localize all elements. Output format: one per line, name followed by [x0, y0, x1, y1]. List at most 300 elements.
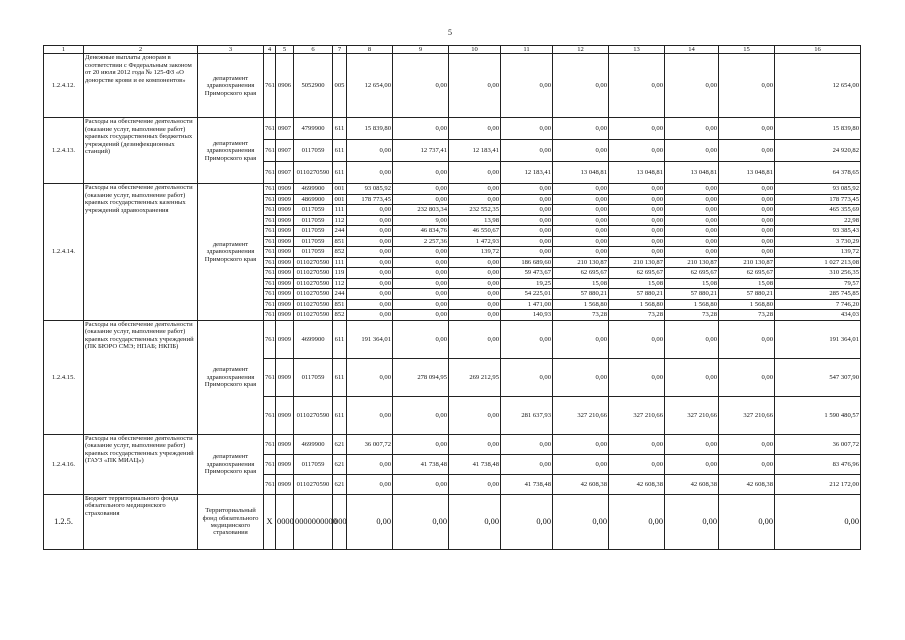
amount-cell: 3 730,29 — [775, 236, 861, 247]
amount-cell: 0,00 — [609, 205, 665, 216]
amount-cell: 54 225,01 — [501, 289, 553, 300]
row-department: департамент здравоохранения Приморского края — [198, 184, 264, 321]
code-cell: 0110270590 — [294, 474, 333, 494]
code-cell: 005 — [333, 54, 347, 118]
row-description: Расходы на обеспечение деятельности (оказание услуг, выполнение работ) краевых государственных учреждений (ГАУЗ «ПК МИАЦ») — [84, 434, 198, 494]
amount-cell: 0,00 — [501, 205, 553, 216]
table-row — [44, 434, 861, 454]
code-cell: 611 — [333, 140, 347, 162]
column-number: 16 — [775, 46, 861, 54]
amount-cell: 1 590 480,57 — [775, 396, 861, 434]
code-cell: 611 — [333, 162, 347, 184]
amount-cell: 0,00 — [347, 140, 393, 162]
amount-cell: 0,00 — [553, 226, 609, 237]
amount-cell: 0,00 — [449, 54, 501, 118]
code-cell: 761 — [265, 300, 275, 308]
code-cell: 0110270590 — [294, 310, 333, 321]
amount-cell: 465 355,69 — [775, 205, 861, 216]
code-cell: 119 — [333, 268, 347, 279]
code-cell: 0907 — [276, 162, 294, 184]
row-code: 1.2.4.13. — [44, 118, 84, 184]
amount-cell: 191 364,01 — [347, 320, 393, 358]
amount-cell: 0,00 — [719, 194, 775, 205]
row-code: 1.2.4.15. — [44, 320, 84, 434]
code-cell: 0909 — [276, 184, 294, 195]
code-cell: 761 — [264, 454, 276, 474]
code-cell: 761 — [265, 248, 275, 256]
amount-cell: 13,98 — [449, 215, 501, 226]
amount-cell: 57 880,21 — [609, 289, 665, 300]
amount-cell: 0,00 — [393, 257, 449, 268]
code-cell: 761 — [264, 320, 276, 358]
table-row — [44, 184, 861, 195]
amount-cell: 57 880,21 — [553, 289, 609, 300]
amount-cell: 0,00 — [347, 226, 393, 237]
amount-cell: 0,00 — [609, 320, 665, 358]
amount-cell: 0,00 — [553, 194, 609, 205]
amount-cell: 0,00 — [393, 289, 449, 300]
amount-cell: 0,00 — [393, 118, 449, 140]
amount-cell: 0,00 — [665, 54, 719, 118]
amount-cell: 0,00 — [609, 215, 665, 226]
code-cell: 0909 — [276, 215, 294, 226]
amount-cell: 15 839,80 — [347, 118, 393, 140]
code-cell: 0909 — [276, 205, 294, 216]
amount-cell: 0,00 — [449, 494, 501, 549]
code-cell: 761 — [264, 118, 276, 140]
amount-cell: 1 568,80 — [609, 299, 665, 310]
amount-cell: 0,00 — [501, 226, 553, 237]
code-cell: 5052900 — [294, 54, 333, 118]
row-description: Бюджет территориального фонда обязательного медицинского страхования — [84, 494, 198, 549]
amount-cell: 0,00 — [609, 194, 665, 205]
code-cell: 0909 — [276, 474, 294, 494]
table-row — [44, 54, 861, 118]
code-cell: 0110270590 — [294, 257, 333, 268]
code-cell: 0909 — [276, 268, 294, 279]
code-cell: 0117059 — [294, 247, 333, 258]
amount-cell: 327 210,66 — [719, 396, 775, 434]
amount-cell: 327 210,66 — [609, 396, 665, 434]
amount-cell: 0,00 — [393, 247, 449, 258]
code-cell: 761 — [264, 140, 276, 162]
amount-cell: 0,00 — [665, 494, 719, 549]
amount-cell: 0,00 — [719, 358, 775, 396]
amount-cell: 24 920,82 — [775, 140, 861, 162]
amount-cell: 0,00 — [449, 474, 501, 494]
amount-cell: 0,00 — [665, 454, 719, 474]
code-cell: 761 — [265, 206, 275, 214]
amount-cell: 13 048,81 — [665, 162, 719, 184]
amount-cell: 0,00 — [347, 278, 393, 289]
code-cell: 761 — [264, 396, 276, 434]
code-cell: 0909 — [276, 320, 294, 358]
amount-cell: 0,00 — [347, 247, 393, 258]
code-cell: 0117059 — [294, 454, 333, 474]
row-department: департамент здравоохранения Приморского края — [198, 434, 264, 494]
code-cell: 0909 — [276, 310, 294, 321]
amount-cell: 0,00 — [665, 215, 719, 226]
amount-cell: 0,00 — [719, 215, 775, 226]
amount-cell: 0,00 — [609, 54, 665, 118]
amount-cell: 0,00 — [553, 184, 609, 195]
amount-cell: 0,00 — [609, 494, 665, 549]
code-cell: 0110270590 — [294, 278, 333, 289]
amount-cell: 434,03 — [775, 310, 861, 321]
code-cell: 0909 — [276, 299, 294, 310]
amount-cell: 1 471,00 — [501, 299, 553, 310]
amount-cell: 62 695,67 — [609, 268, 665, 279]
column-number: 14 — [665, 46, 719, 54]
amount-cell: 0,00 — [609, 140, 665, 162]
amount-cell: 0,00 — [719, 184, 775, 195]
amount-cell: 0,00 — [553, 247, 609, 258]
amount-cell: 0,00 — [393, 494, 449, 549]
column-number: 2 — [84, 46, 198, 54]
amount-cell: 0,00 — [347, 494, 393, 549]
code-cell: 611 — [333, 358, 347, 396]
amount-cell: 0,00 — [393, 320, 449, 358]
column-number: 1 — [44, 46, 84, 54]
amount-cell: 42 608,38 — [553, 474, 609, 494]
code-cell: 761 — [264, 54, 276, 118]
amount-cell: 0,00 — [347, 310, 393, 321]
amount-cell: 2 257,36 — [393, 236, 449, 247]
amount-cell: 46 550,67 — [449, 226, 501, 237]
row-description: Расходы на обеспечение деятельности (оказание услуг, выполнение работ) краевых государственных бюджетных учреждений (дезинфекционных станций) — [84, 118, 198, 184]
row-department: Территориальный фонд обязательного медицинского страхования — [198, 494, 264, 549]
code-cell: 0117059 — [294, 226, 333, 237]
amount-cell: 0,00 — [553, 140, 609, 162]
code-cell: 0909 — [276, 226, 294, 237]
code-cell: 0110270590 — [294, 268, 333, 279]
code-cell: 4869900 — [294, 194, 333, 205]
code-cell: 621 — [333, 434, 347, 454]
code-cell: 4699900 — [294, 184, 333, 195]
amount-cell: 0,00 — [449, 257, 501, 268]
amount-cell: 0,00 — [449, 194, 501, 205]
amount-cell: 0,00 — [553, 236, 609, 247]
column-number: 8 — [347, 46, 393, 54]
amount-cell: 0,00 — [501, 494, 553, 549]
table-row — [44, 118, 861, 140]
amount-cell: 0,00 — [501, 247, 553, 258]
amount-cell: 36 007,72 — [775, 434, 861, 454]
amount-cell: 0,00 — [665, 194, 719, 205]
code-cell: 0909 — [276, 454, 294, 474]
amount-cell: 0,00 — [347, 358, 393, 396]
amount-cell: 0,00 — [501, 184, 553, 195]
amount-cell: 210 130,87 — [609, 257, 665, 268]
column-number: 9 — [393, 46, 449, 54]
code-cell: 0909 — [276, 194, 294, 205]
amount-cell: 0,00 — [347, 474, 393, 494]
amount-cell: 0,00 — [609, 184, 665, 195]
amount-cell: 36 007,72 — [347, 434, 393, 454]
code-cell: 0117059 — [294, 358, 333, 396]
row-code: 1.2.4.12. — [44, 54, 84, 118]
code-cell: 761 — [265, 237, 275, 245]
row-department: департамент здравоохранения Приморского края — [198, 54, 264, 118]
amount-cell: 0,00 — [665, 358, 719, 396]
amount-cell: 0,00 — [347, 162, 393, 184]
amount-cell: 7 746,20 — [775, 299, 861, 310]
amount-cell: 15,08 — [553, 278, 609, 289]
code-cell: 0110270590 — [294, 299, 333, 310]
amount-cell: 310 256,35 — [775, 268, 861, 279]
amount-cell: 0,00 — [347, 236, 393, 247]
amount-cell: 15,08 — [719, 278, 775, 289]
amount-cell: 0,00 — [347, 299, 393, 310]
column-number: 15 — [719, 46, 775, 54]
code-cell: 0110270590 — [294, 162, 333, 184]
amount-cell: 0,00 — [347, 268, 393, 279]
amount-cell: 62 695,67 — [553, 268, 609, 279]
amount-cell: 0,00 — [719, 236, 775, 247]
table-body — [44, 46, 861, 550]
amount-cell: 13 048,81 — [719, 162, 775, 184]
code-cell: 0117059 — [294, 140, 333, 162]
amount-cell: 0,00 — [501, 54, 553, 118]
amount-cell: 0,00 — [393, 54, 449, 118]
code-cell: 761 — [264, 434, 276, 454]
amount-cell: 0,00 — [501, 118, 553, 140]
code-cell: 0907 — [276, 118, 294, 140]
amount-cell: 1 568,80 — [665, 299, 719, 310]
column-number: 6 — [294, 46, 333, 54]
amount-cell: 0,00 — [449, 434, 501, 454]
row-description: Расходы на обеспечение деятельности (оказание услуг, выполнение работ) краевых государственных учреждений (ПК БЮРО СМЭ; НПАБ; НКПБ) — [84, 320, 198, 434]
code-cell: 0909 — [276, 289, 294, 300]
amount-cell: 0,00 — [347, 257, 393, 268]
amount-cell: 9,00 — [393, 215, 449, 226]
code-cell: 0909 — [276, 358, 294, 396]
row-department: департамент здравоохранения Приморского края — [198, 118, 264, 184]
amount-cell: 0,00 — [501, 320, 553, 358]
amount-cell: 73,28 — [609, 310, 665, 321]
amount-cell: 0,00 — [449, 118, 501, 140]
amount-cell: 0,00 — [449, 184, 501, 195]
code-cell: 112 — [333, 278, 347, 289]
amount-cell: 12 183,41 — [501, 162, 553, 184]
amount-cell: 0,00 — [449, 289, 501, 300]
amount-cell: 191 364,01 — [775, 320, 861, 358]
amount-cell: 93 385,43 — [775, 226, 861, 237]
amount-cell: 62 695,67 — [719, 268, 775, 279]
code-cell: 001 — [333, 184, 347, 195]
code-cell: 761 — [264, 474, 276, 494]
amount-cell: 140,93 — [501, 310, 553, 321]
amount-cell: 0,00 — [501, 140, 553, 162]
amount-cell: 178 773,45 — [775, 194, 861, 205]
amount-cell: 0,00 — [665, 140, 719, 162]
amount-cell: 0,00 — [449, 396, 501, 434]
amount-cell: 13 048,81 — [553, 162, 609, 184]
amount-cell: 0,00 — [719, 205, 775, 216]
code-cell: 0117059 — [294, 215, 333, 226]
code-cell: 0906 — [276, 54, 294, 118]
amount-cell: 59 473,67 — [501, 268, 553, 279]
amount-cell: 232 552,35 — [449, 205, 501, 216]
amount-cell: 0,00 — [553, 454, 609, 474]
code-cell: 244 — [333, 289, 347, 300]
amount-cell: 0,00 — [393, 434, 449, 454]
amount-cell: 73,28 — [553, 310, 609, 321]
amount-cell: 73,28 — [719, 310, 775, 321]
amount-cell: 15,08 — [665, 278, 719, 289]
amount-cell: 42 608,38 — [609, 474, 665, 494]
code-cell: 761 — [265, 185, 275, 193]
amount-cell: 83 476,96 — [775, 454, 861, 474]
code-cell: 0909 — [276, 257, 294, 268]
code-cell: 0909 — [276, 434, 294, 454]
amount-cell: 0,00 — [665, 320, 719, 358]
amount-cell: 41 738,48 — [393, 454, 449, 474]
column-number: 3 — [198, 46, 264, 54]
row-code: 1.2.4.16. — [44, 434, 84, 494]
code-cell: 852 — [333, 247, 347, 258]
amount-cell: 0,00 — [393, 474, 449, 494]
amount-cell: 19,25 — [501, 278, 553, 289]
code-cell: 0909 — [276, 236, 294, 247]
amount-cell: 12 654,00 — [775, 54, 861, 118]
budget-table — [43, 45, 861, 550]
code-cell: 0110270590 — [294, 289, 333, 300]
amount-cell: 0,00 — [347, 454, 393, 474]
amount-cell: 93 085,92 — [775, 184, 861, 195]
amount-cell: 0,00 — [393, 299, 449, 310]
amount-cell: 0,00 — [665, 118, 719, 140]
amount-cell: 93 085,92 — [347, 184, 393, 195]
code-cell: 761 — [264, 358, 276, 396]
code-cell: X — [264, 494, 276, 549]
amount-cell: 57 880,21 — [665, 289, 719, 300]
amount-cell: 57 880,21 — [719, 289, 775, 300]
row-description: Расходы на обеспечение деятельности (оказание услуг, выполнение работ) краевых государственных казенных учреждений здравоохранения — [84, 184, 198, 321]
amount-cell: 210 130,87 — [665, 257, 719, 268]
table-row — [44, 494, 861, 549]
amount-cell: 285 745,85 — [775, 289, 861, 300]
amount-cell: 0,00 — [719, 320, 775, 358]
code-cell: 0907 — [276, 140, 294, 162]
amount-cell: 0,00 — [665, 434, 719, 454]
amount-cell: 0,00 — [775, 494, 861, 549]
amount-cell: 0,00 — [609, 434, 665, 454]
amount-cell: 0,00 — [393, 310, 449, 321]
amount-cell: 327 210,66 — [665, 396, 719, 434]
amount-cell: 178 773,45 — [347, 194, 393, 205]
column-number: 4 — [264, 46, 276, 54]
amount-cell: 0,00 — [393, 268, 449, 279]
code-cell: 761 — [265, 258, 275, 266]
amount-cell: 46 834,76 — [393, 226, 449, 237]
column-number: 10 — [449, 46, 501, 54]
amount-cell: 186 689,60 — [501, 257, 553, 268]
amount-cell: 0,00 — [393, 162, 449, 184]
amount-cell: 64 378,65 — [775, 162, 861, 184]
code-cell: 621 — [333, 454, 347, 474]
amount-cell: 0,00 — [449, 320, 501, 358]
code-cell: 852 — [333, 310, 347, 321]
amount-cell: 0,00 — [719, 226, 775, 237]
amount-cell: 13 048,81 — [609, 162, 665, 184]
amount-cell: 15,08 — [609, 278, 665, 289]
code-cell: 761 — [265, 227, 275, 235]
code-cell: 761 — [265, 269, 275, 277]
amount-cell: 278 094,95 — [393, 358, 449, 396]
row-code: 1.2.4.14. — [44, 184, 84, 321]
amount-cell: 12 737,41 — [393, 140, 449, 162]
amount-cell: 0,00 — [609, 118, 665, 140]
amount-cell: 1 568,80 — [553, 299, 609, 310]
code-cell: 0000000000 — [294, 494, 333, 549]
amount-cell: 0,00 — [553, 215, 609, 226]
amount-cell: 0,00 — [501, 215, 553, 226]
amount-cell: 0,00 — [553, 434, 609, 454]
amount-cell: 0,00 — [665, 236, 719, 247]
code-cell: 0110270590 — [294, 396, 333, 434]
amount-cell: 0,00 — [553, 54, 609, 118]
amount-cell: 0,00 — [719, 494, 775, 549]
code-cell: 611 — [333, 396, 347, 434]
row-code: 1.2.5. — [44, 494, 84, 549]
amount-cell: 0,00 — [553, 118, 609, 140]
row-department: департамент здравоохранения Приморского края — [198, 320, 264, 434]
amount-cell: 0,00 — [501, 194, 553, 205]
code-cell: 4799900 — [294, 118, 333, 140]
column-number: 5 — [276, 46, 294, 54]
amount-cell: 0,00 — [609, 358, 665, 396]
column-number-row — [44, 46, 861, 54]
code-cell: 851 — [333, 299, 347, 310]
amount-cell: 0,00 — [719, 434, 775, 454]
code-cell: 244 — [333, 226, 347, 237]
amount-cell: 1 027 213,08 — [775, 257, 861, 268]
amount-cell: 0,00 — [665, 247, 719, 258]
code-cell: 0909 — [276, 247, 294, 258]
amount-cell: 0,00 — [553, 494, 609, 549]
column-number: 7 — [333, 46, 347, 54]
amount-cell: 41 738,48 — [501, 474, 553, 494]
amount-cell: 0,00 — [609, 226, 665, 237]
amount-cell: 22,98 — [775, 215, 861, 226]
amount-cell: 0,00 — [553, 358, 609, 396]
amount-cell: 0,00 — [393, 278, 449, 289]
code-cell: 001 — [333, 194, 347, 205]
amount-cell: 0,00 — [665, 184, 719, 195]
column-number: 12 — [553, 46, 609, 54]
amount-cell: 0,00 — [347, 289, 393, 300]
code-cell: 0909 — [276, 278, 294, 289]
amount-cell: 42 608,38 — [719, 474, 775, 494]
amount-cell: 42 608,38 — [665, 474, 719, 494]
amount-cell: 41 738,48 — [449, 454, 501, 474]
code-cell: 851 — [333, 236, 347, 247]
column-number: 13 — [609, 46, 665, 54]
code-cell: 111 — [333, 205, 347, 216]
amount-cell: 0,00 — [347, 205, 393, 216]
amount-cell: 212 172,00 — [775, 474, 861, 494]
amount-cell: 0,00 — [609, 236, 665, 247]
amount-cell: 547 307,90 — [775, 358, 861, 396]
code-cell: 611 — [333, 320, 347, 358]
amount-cell: 281 637,93 — [501, 396, 553, 434]
code-cell: 112 — [333, 215, 347, 226]
amount-cell: 139,72 — [775, 247, 861, 258]
amount-cell: 62 695,67 — [665, 268, 719, 279]
amount-cell: 210 130,87 — [719, 257, 775, 268]
code-cell: 4699900 — [294, 434, 333, 454]
